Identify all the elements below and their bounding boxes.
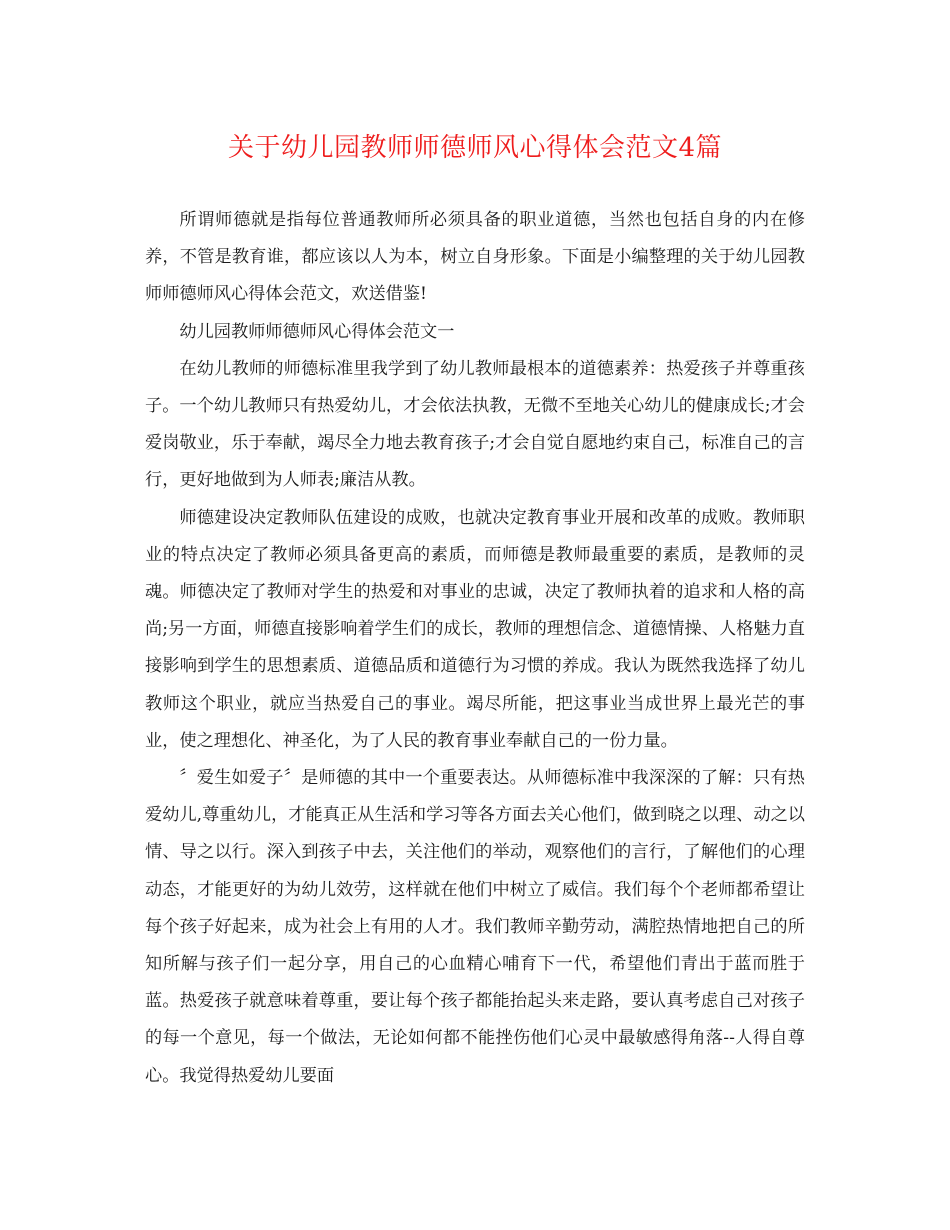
document-body: [145, 202, 805, 1095]
section-heading-1: 幼儿园教师师德师风心得体会范文一: [179, 321, 455, 342]
paragraph-body: 〞爱生如爱子〞是师德的其中一个重要表达。从师德标准中我深深的了解：只有热爱幼儿,尊重幼儿，才能真正从生活和学习等各方面去关心他们，做到晓之以理、动之以情、导之以行。深入到孩子中去，关注他们的举动，观察他们的言行，了解他们的心理动态，才能更好的为幼儿效劳，这样就在他们中树立了威信。我们每个个老师都希望让每个孩子好起来，成为社会上有用的人才。我们教师辛勤劳动，满腔热情地把自己的所知所解与孩子们一起分享，用自己的心血精心哺育下一代，希望他们青出于蓝而胜于蓝。热爱孩子就意味着尊重，要让每个孩子都能抬起头来走路，要认真考虑自己对孩子的每一个意见，每一个做法，无论如何都不能挫伤他们心灵中最敏感得角落--人得自尊心。我觉得热爱幼儿要面: [145, 768, 805, 1086]
document-title: 关于幼儿园教师师德师风心得体会范文4篇: [227, 133, 723, 163]
paragraph-body: 师德建设决定教师队伍建设的成败，也就决定教育事业开展和改革的成败。教师职业的特点决定了教师必须具备更高的素质，而师德是教师最重要的素质，是教师的灵魂。师德决定了教师对学生的热爱和对事业的忠诚，决定了教师执着的追求和人格的高尚;另一方面，师德直接影响着学生们的成长，教师的理想信念、道德情操、人格魅力直接影响到学生的思想素质、道德品质和道德行为习惯的养成。我认为既然我选择了幼儿教师这个职业，就应当热爱自己的事业。竭尽所能，把这事业当成世界上最光芒的事业，使之理想化、神圣化，为了人民的教育事业奉献自己的一份力量。: [145, 507, 805, 751]
paragraph-body: 在幼儿教师的师德标准里我学到了幼儿教师最根本的道德素养：热爱孩子并尊重孩子。一个幼儿教师只有热爱幼儿，才会依法执教，无微不至地关心幼儿的健康成长;才会爱岗敬业，乐于奉献，竭尽全力地去教育孩子;才会自觉自愿地约束自己，标准自己的言行，更好地做到为人师表;廉洁从教。: [145, 358, 805, 491]
paragraph-intro: 所谓师德就是指每位普通教师所必须具备的职业道德，当然也包括自身的内在修养，不管是教育谁，都应该以人为本，树立自身形象。下面是小编整理的关于幼儿园教师师德师风心得体会范文，欢送借鉴!: [145, 210, 805, 305]
